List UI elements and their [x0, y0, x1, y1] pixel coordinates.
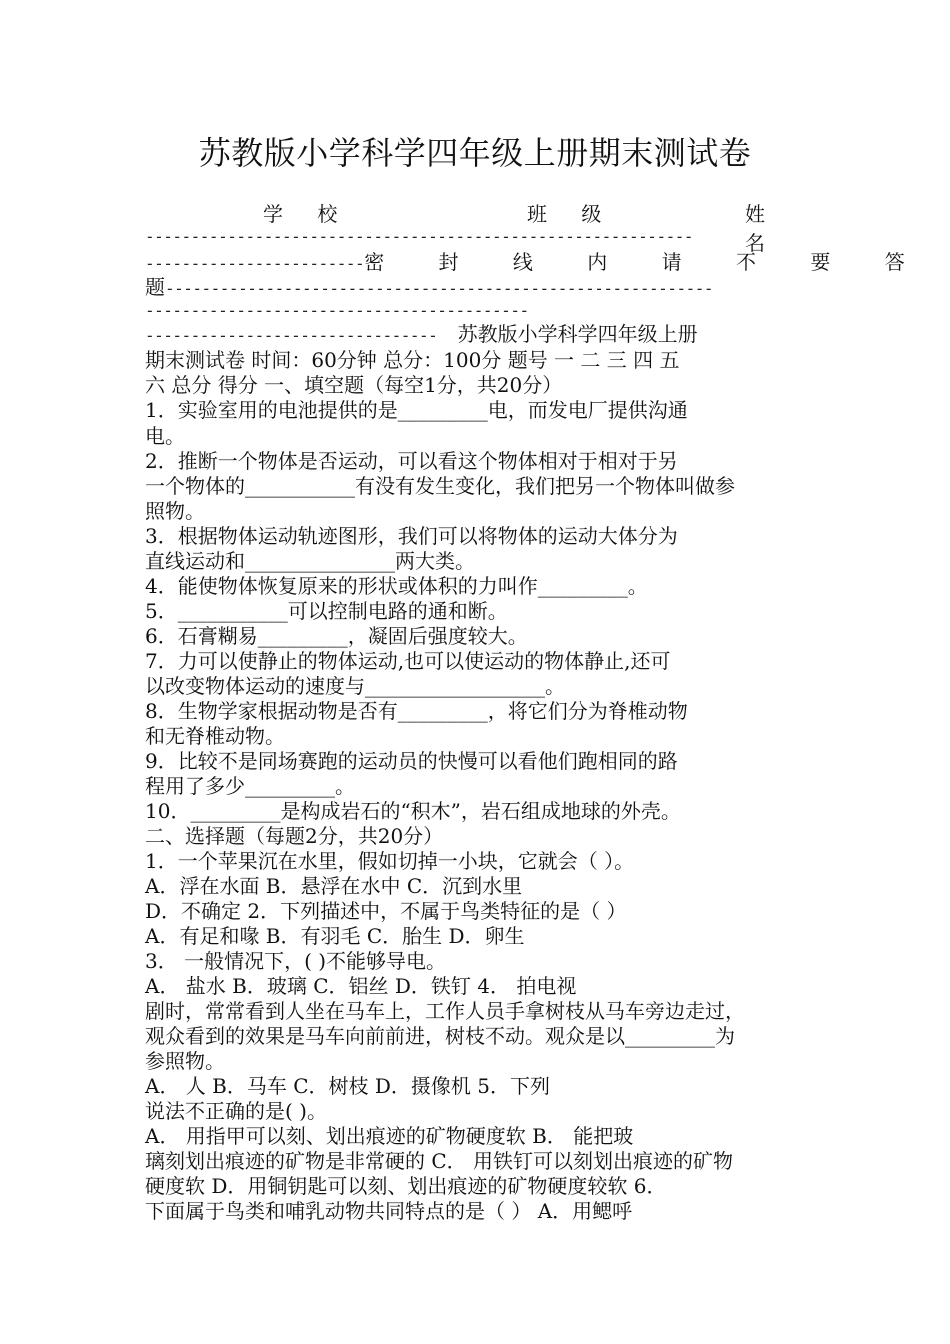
- choice-q4-cont2: 参照物。: [145, 1049, 225, 1073]
- fill-q10: 10．_________是构成岩石的“积木”，岩石组成地球的外壳。: [145, 799, 681, 823]
- choice-q1-options: A．浮在水面 B．悬浮在水中 C．沉到水里: [145, 874, 523, 898]
- fill-q8-cont: 和无脊椎动物。: [145, 724, 285, 748]
- choice-q2-options: A．有足和喙 B．有羽毛 C．胎生 D．卵生: [145, 924, 525, 948]
- fill-q1-cont: 电。: [145, 424, 185, 448]
- seal-warning-last-char: 题: [145, 275, 165, 299]
- seal-dashes-4: ------------------------------------------: [145, 301, 529, 320]
- school-label: 学 校: [263, 202, 352, 226]
- fill-q7: 7．力可以使静止的物体运动,也可以使运动的物体静止,还可: [145, 649, 671, 673]
- fill-q3-cont: 直线运动和_______________两大类。: [145, 549, 475, 573]
- seal-warning-text: 密 封 线 内 请 不 要 答: [364, 250, 929, 274]
- choice-q5-options-2: 璃刻划出痕迹的矿物是非常硬的 C． 用铁钉可以刻划出痕迹的矿物: [145, 1149, 734, 1173]
- line-first: [145, 322, 807, 348]
- seal-line-row: [145, 250, 929, 276]
- score-table-line: 六 总分 得分 一、填空题（每空1分，共20分）: [145, 373, 563, 397]
- repeated-title: 苏教版小学科学四年级上册: [457, 322, 698, 346]
- fill-q7-cont: 以改变物体运动的速度与__________________。: [145, 674, 565, 698]
- fill-q3: 3．根据物体运动轨迹图形，我们可以将物体的运动大体分为: [145, 524, 678, 548]
- choice-q4-cont: 观众看到的效果是马车向前前进，树枝不动。观众是以_________为: [145, 1024, 735, 1048]
- fill-q6: 6．石膏糊易_________，凝固后强度较大。: [145, 624, 528, 648]
- page-title: 苏教版小学科学四年级上册期末测试卷: [198, 134, 752, 172]
- choice-q4-options: A． 人 B．马车 C．树枝 D．摄像机 5．下列: [145, 1074, 550, 1098]
- section-2-heading: 二、选择题（每题2分，共20分）: [145, 824, 444, 848]
- fill-q8: 8．生物学家根据动物是否有_________，将它们分为脊椎动物: [145, 699, 688, 723]
- choice-q5-options: A． 用指甲可以刻、划出痕迹的矿物硬度软 B． 能把玻: [145, 1124, 634, 1148]
- choice-q2: D．不确定 2．下列描述中，不属于鸟类特征的是（ ）: [145, 899, 627, 923]
- fill-q1: 1．实验室用的电池提供的是_________电，而发电厂提供沟通: [145, 398, 688, 422]
- choice-q6: 下面属于鸟类和哺乳动物共同特点的是（ ） A．用鳃呼: [145, 1199, 633, 1223]
- fill-q9-cont: 程用了多少_________。: [145, 774, 355, 798]
- fill-q9: 9．比较不是同场赛跑的运动员的快慢可以看他们跑相同的路: [145, 749, 678, 773]
- class-label: 班 级: [527, 202, 616, 226]
- student-info-row: [145, 198, 807, 255]
- exam-info-line: 期末测试卷 时间：60分钟 总分：100分 题号 一 二 三 四 五: [145, 348, 680, 372]
- choice-q3: 3． 一般情况下，( )不能够导电。: [145, 949, 447, 973]
- seal-dashes-1: ------------------------------------------------------------: [145, 227, 693, 246]
- choice-q3-options: A． 盐水 B．玻璃 C．铝丝 D．铁钉 4． 拍电视: [145, 974, 577, 998]
- name-label: 姓 名: [745, 202, 779, 255]
- fill-q2-cont2: 照物。: [145, 499, 205, 523]
- seal-dashes-5: --------------------------------: [145, 326, 438, 345]
- fill-q4: 4．能使物体恢复原来的形状或体积的力叫作_________。: [145, 574, 648, 598]
- choice-q5: 说法不正确的是( )。: [145, 1099, 327, 1123]
- fill-q2: 2．推断一个物体是否运动，可以看这个物体相对于相对于另: [145, 449, 678, 473]
- choice-q1: 1．一个苹果沉在水里，假如切掉一小块，它就会（ ）。: [145, 849, 635, 873]
- choice-q4: 剧时，常常看到人坐在马车上，工作人员手拿树枝从马车旁边走过，: [145, 999, 745, 1023]
- seal-dashes-2: ------------------------: [145, 254, 365, 273]
- choice-q5-options-3: 硬度软 D．用铜钥匙可以刻、划出痕迹的矿物硬度较软 6．: [145, 1174, 667, 1198]
- fill-q5: 5．___________可以控制电路的通和断。: [145, 599, 508, 623]
- seal-dashes-3: ------------------------------------------------------------: [165, 279, 713, 298]
- fill-q2-cont: 一个物体的___________有没有发生变化，我们把另一个物体叫做参: [145, 474, 735, 498]
